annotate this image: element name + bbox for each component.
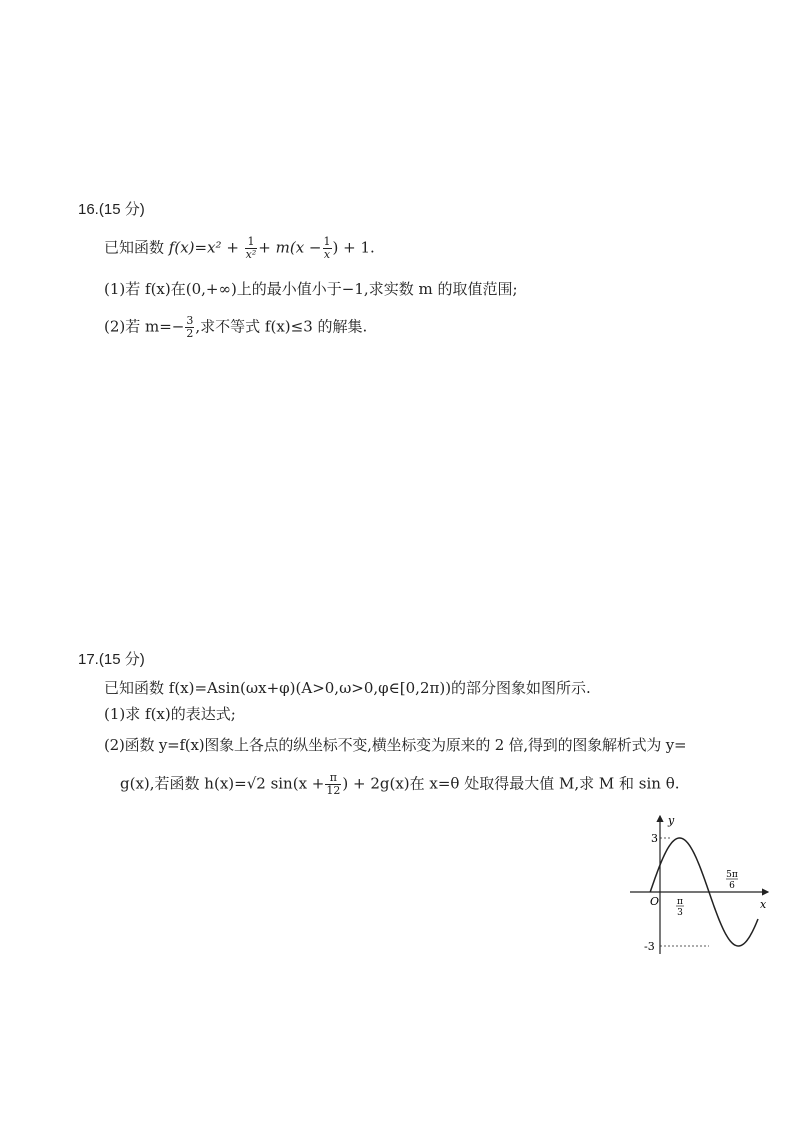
problem-17-number: 17.: [78, 651, 99, 668]
problem-17-part2-line2-pre: g(x),若函数 h(x)=√2 sin(x +: [120, 774, 325, 793]
y-axis-label: y: [668, 814, 675, 827]
frac1-denominator: x²: [245, 248, 257, 261]
problem-17-frac: [325, 772, 341, 797]
problem-16-statement: [104, 236, 375, 261]
problem-16-intro: 已知函数: [104, 238, 165, 257]
problem-17-intro: 已知函数 f(x)=Asin(ωx+φ)(A>0,ω>0,φ∈[0,2π))的部分图象如图所示.: [104, 679, 591, 697]
tick-5pi6-den: 6: [729, 881, 735, 891]
problem-16-part2-pre: (2)若 m=−: [104, 317, 185, 336]
problem-16-part2: [104, 315, 367, 340]
problem-16-number: 16.: [78, 201, 99, 218]
problem-17-part1: (1)求 f(x)的表达式;: [104, 705, 236, 723]
tick-y-3: 3: [651, 832, 658, 845]
problem-16-part1: (1)若 f(x)在(0,+∞)上的最小值小于−1,求实数 m 的取值范围;: [104, 280, 518, 298]
frac3-denominator: 2: [186, 327, 194, 340]
frac2-denominator: x: [323, 248, 331, 261]
problem-17-score: (15 分): [98, 651, 145, 668]
problem-16-header: [78, 198, 145, 219]
frac3-numerator: 3: [186, 314, 194, 327]
frac1-numerator: 1: [245, 236, 258, 249]
problem-17-part2-line2: [120, 772, 680, 797]
tick-y-neg3: -3: [644, 940, 655, 953]
sine-graph: [620, 812, 780, 962]
tick-5pi6-num: 5π: [726, 870, 738, 880]
problem-16-part2-post: ,求不等式 f(x)≤3 的解集.: [195, 317, 368, 336]
problem-17-part2-line2-post: ) + 2g(x)在 x=θ 处取得最大值 M,求 M 和 sin θ.: [342, 774, 680, 793]
frac-12-denominator: 12: [326, 784, 341, 797]
tick-pi3-den: 3: [677, 908, 683, 918]
origin-label: O: [650, 895, 660, 908]
problem-16-frac1: [245, 236, 258, 261]
problem-16-func-mid: + m(x −: [258, 238, 322, 257]
problem-17-part2-line1: (2)函数 y=f(x)图象上各点的纵坐标不变,横坐标变为原来的 2 倍,得到的图象解析式为 y=: [104, 736, 687, 754]
tick-pi3-num: π: [677, 897, 683, 907]
problem-16-frac3: [185, 315, 194, 340]
problem-16-func-tail: ) + 1.: [332, 238, 375, 257]
frac-pi-numerator: π: [325, 772, 341, 785]
x-axis-label: x: [760, 898, 767, 911]
problem-16-score: (15 分): [98, 201, 145, 218]
problem-16-frac2: [323, 236, 332, 261]
problem-17-header: [78, 648, 145, 669]
frac2-numerator: 1: [323, 235, 331, 248]
problem-16-func-lhs: f(x)=x² +: [168, 238, 244, 257]
